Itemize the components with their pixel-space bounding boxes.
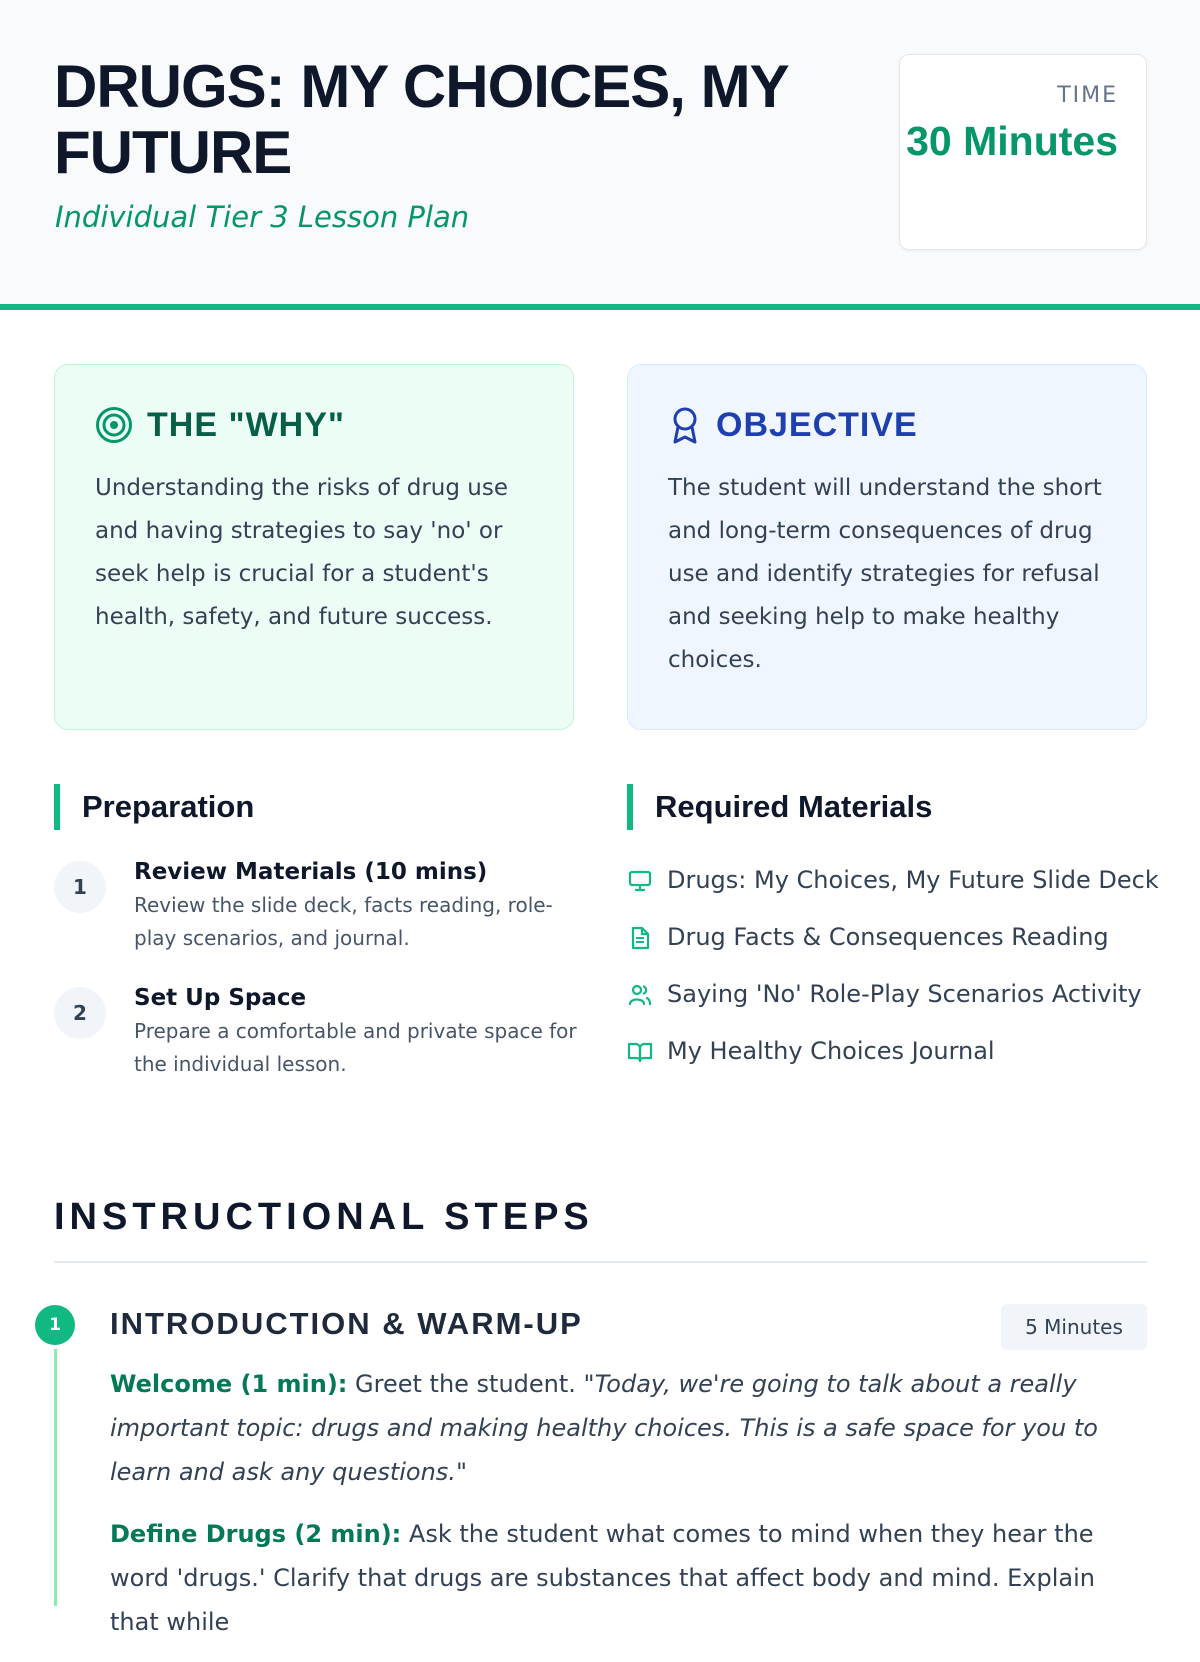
users-icon xyxy=(627,982,653,1008)
prep-content xyxy=(134,855,584,955)
preparation-list xyxy=(54,855,584,1107)
step-number: 1 xyxy=(35,1305,75,1345)
page-title: DRUGS: MY CHOICES, MY FUTURE xyxy=(54,53,788,186)
objective-card-header xyxy=(668,405,1106,445)
prep-desc: Review the slide deck, facts reading, role-play scenarios, and journal. xyxy=(134,893,553,950)
prep-number: 2 xyxy=(54,987,106,1039)
preparation-heading: Preparation xyxy=(54,784,254,830)
step-paragraph xyxy=(110,1362,1150,1494)
page-subtitle: Individual Tier 3 Lesson Plan xyxy=(55,200,470,234)
instructional-steps-heading: INSTRUCTIONAL STEPS xyxy=(54,1196,594,1238)
monitor-icon xyxy=(627,868,653,894)
material-item xyxy=(627,973,1167,1016)
document-icon xyxy=(627,925,653,951)
target-icon xyxy=(95,406,133,444)
step-duration-badge: 5 Minutes xyxy=(1001,1304,1147,1350)
materials-list xyxy=(627,859,1167,1087)
material-label: Drug Facts & Consequences Reading xyxy=(667,923,1109,951)
why-card xyxy=(54,364,574,730)
page-header xyxy=(0,0,1200,310)
why-card-header xyxy=(95,405,533,445)
material-item xyxy=(627,859,1167,902)
prep-item xyxy=(54,981,584,1081)
materials-heading: Required Materials xyxy=(627,784,932,830)
time-label: TIME xyxy=(1057,83,1118,108)
prep-title: Review Materials (10 mins) xyxy=(134,859,488,885)
prep-content xyxy=(134,981,584,1081)
step-paragraph-quote: "Today, we're going to talk about a really important topic: drugs and making healthy choices. This is a safe space for you to learn and ask any questions." xyxy=(110,1370,1098,1486)
award-ribbon-icon xyxy=(668,406,702,444)
prep-item xyxy=(54,855,584,955)
material-label: Saying 'No' Role-Play Scenarios Activity xyxy=(667,980,1142,1008)
objective-title: OBJECTIVE xyxy=(716,405,918,444)
step-paragraph xyxy=(110,1512,1150,1644)
step-timeline xyxy=(54,1326,57,1606)
time-value: 30 Minutes xyxy=(906,118,1118,164)
why-body: Understanding the risks of drug use and having strategies to say 'no' or seek help is crucial for a student's health, safety, and future success. xyxy=(95,475,509,630)
why-title: THE "WHY" xyxy=(147,405,346,444)
book-open-icon xyxy=(627,1039,653,1065)
step-paragraph-lead: Define Drugs (2 min): xyxy=(110,1520,402,1548)
prep-number: 1 xyxy=(54,861,106,913)
step-paragraph-text: Ask the student what comes to mind when they hear the word 'drugs.' Clarify that drugs are substances that affect body and mind. Explain that while xyxy=(110,1520,1095,1636)
material-item xyxy=(627,916,1167,959)
prep-title: Set Up Space xyxy=(134,985,307,1011)
material-item xyxy=(627,1030,1167,1073)
objective-card xyxy=(627,364,1147,730)
section-divider xyxy=(54,1261,1147,1263)
step-title: INTRODUCTION & WARM-UP xyxy=(110,1306,583,1341)
material-label: Drugs: My Choices, My Future Slide Deck xyxy=(667,866,1159,894)
step-paragraph-lead: Welcome (1 min): xyxy=(110,1370,348,1398)
prep-desc: Prepare a comfortable and private space for the individual lesson. xyxy=(134,1019,577,1076)
material-label: My Healthy Choices Journal xyxy=(667,1037,995,1065)
time-card xyxy=(899,54,1147,250)
step-paragraph-text: Greet the student. xyxy=(347,1370,584,1398)
objective-body: The student will understand the short and long-term consequences of drug use and identify strategies for refusal and seeking help to make healthy choices. xyxy=(668,475,1102,673)
step-body xyxy=(110,1362,1150,1662)
